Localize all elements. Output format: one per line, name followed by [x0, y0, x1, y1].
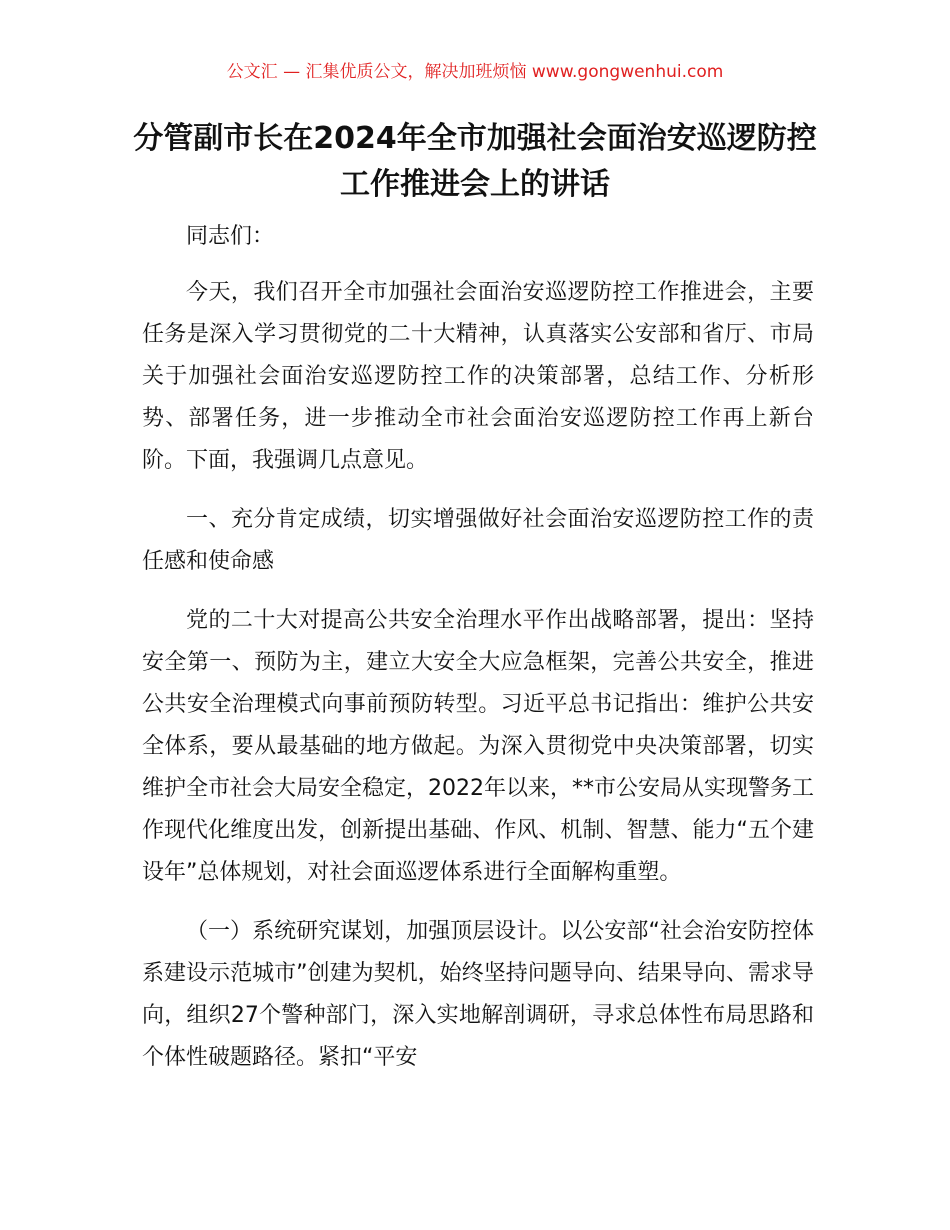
document-body [142, 216, 814, 1096]
site-header-banner: 公文汇 — 汇集优质公文，解决加班烦恼 www.gongwenhui.com [226, 62, 724, 82]
document-title: 分管副市长在2024年全市加强社会面治安巡逻防控工作推进会上的讲话 [133, 121, 817, 202]
paragraph-intro: 今天，我们召开全市加强社会面治安巡逻防控工作推进会，主要任务是深入学习贯彻党的二十大精神，认真落实公安部和省厅、市局关于加强社会面治安巡逻防控工作的决策部署，总结工作、分析形势、部署任务，进一步推动全市社会面治安巡逻防控工作再上新台阶。下面，我强调几点意见。 [142, 280, 814, 473]
subsection-1: （一）系统研究谋划，加强顶层设计。以公安部“社会治安防控体系建设示范城市”创建为契机，始终坚持问题导向、结果导向、需求导向，组织27个警种部门，深入实地解剖调研，寻求总体性布局思路和个体性破题路径。紧扣“平安 [142, 919, 814, 1070]
paragraph-body: 党的二十大对提高公共安全治理水平作出战略部署，提出：坚持安全第一、预防为主，建立大安全大应急框架，完善公共安全，推进公共安全治理模式向事前预防转型。习近平总书记指出：维护公共安全体系，要从最基础的地方做起。为深入贯彻党中央决策部署，切实维护全市社会大局安全稳定，2022年以来，**市公安局从实现警务工作现代化维度出发，创新提出基础、作风、机制、智慧、能力“五个建设年”总体规划，对社会面巡逻体系进行全面解构重塑。 [142, 608, 814, 885]
salutation: 同志们： [186, 224, 275, 249]
section-heading-1: 一、充分肯定成绩，切实增强做好社会面治安巡逻防控工作的责任感和使命感 [142, 507, 814, 574]
